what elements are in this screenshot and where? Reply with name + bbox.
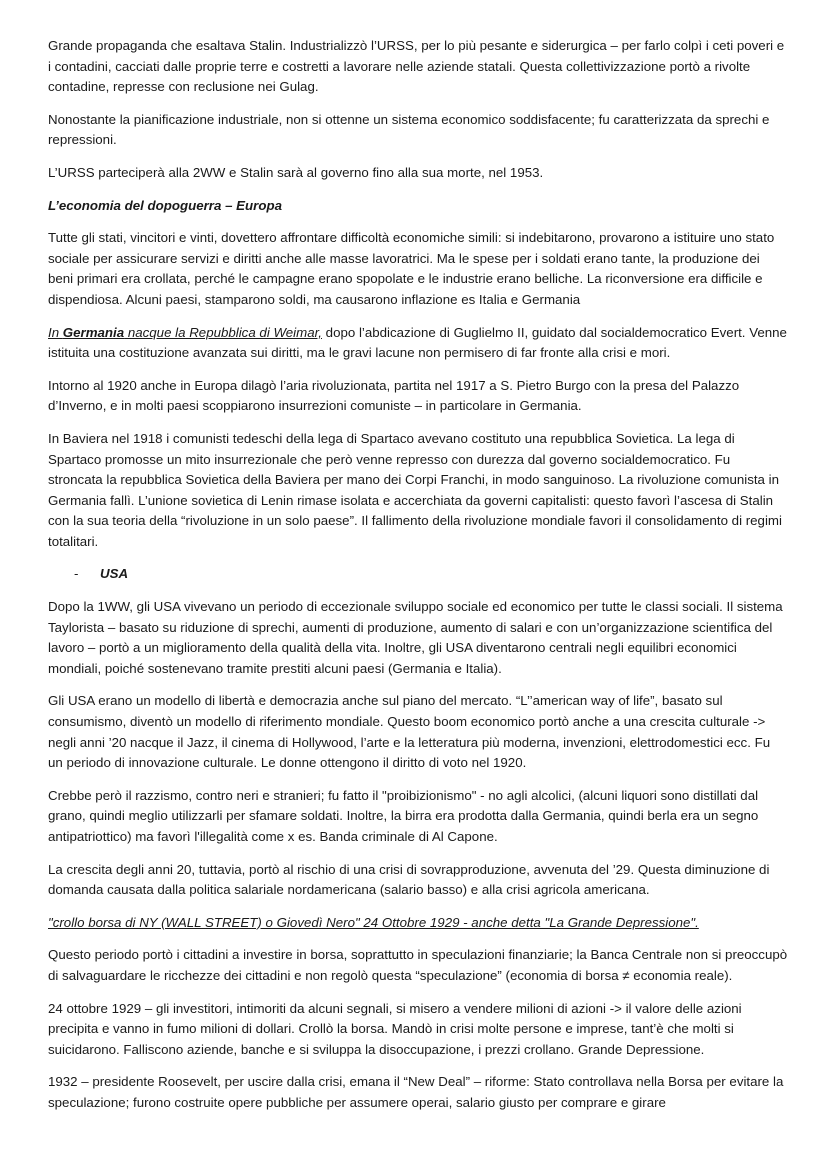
paragraph-speculazione: Questo periodo portò i cittadini a investire in borsa, soprattutto in speculazioni finanziarie; la Banca Centrale non si preoccupò di salvaguardare le ricchezze dei cittadini e non regolò questa “speculazione” (economia di borsa ≠ economia reale). xyxy=(48,947,788,983)
bullet-usa xyxy=(48,564,788,585)
section-heading-crollo-borsa: "crollo borsa di NY (WALL STREET) o Giovedì Nero" 24 Ottobre 1929 - anche detta "La Grande Depressione". xyxy=(48,914,699,930)
paragraph-proibizionismo: Crebbe però il razzismo, contro neri e stranieri; fu fatto il "proibizionismo" - no agli alcolici, (alcuni liquori sono distillati dal grano, quindi meglio utilizzarli per sfamare soldati. Inoltre, la birra era prodotta dalla Germania, quindi berla era un segno antipatriottico) ma favorì l'illegalità come x es. Banda criminale di Al Capone. xyxy=(48,787,759,844)
document-page xyxy=(48,36,788,1126)
paragraph-aria-rivoluzionata: Intorno al 1920 anche in Europa dilagò l’aria rivoluzionata, partita nel 1917 a S. Pietro Burgo con la presa del Palazzo d’Inverno, e in molti paesi scoppiarono insurrezioni comuniste – in particolare in Germania. xyxy=(48,377,740,414)
paragraph-sovrapproduzione: La crescita degli anni 20, tuttavia, portò al rischio di una crisi di sovrapproduzione, avvenuta del ’29. Questa diminuzione di domanda causata dalla politica salariale nordamericana (salario basso) e alla crisi agricola americana. xyxy=(48,861,770,898)
paragraph-weimar: In Germania nacque la Repubblica di Weimar, dopo l’abdicazione di Guglielmo II, guidato dal socialdemocratico Evert. Venne istituita una costituzione avanzata sui diritti, ma le gravi lacune non permisero di far fronte alla crisi e mori. xyxy=(48,324,787,361)
paragraph-urss-2ww: L’URSS parteciperà alla 2WW e Stalin sarà al governo fino alla sua morte, nel 1953. xyxy=(48,164,544,180)
section-heading-europa: L’economia del dopoguerra – Europa xyxy=(48,197,282,213)
paragraph-american-way: Gli USA erano un modello di libertà e democrazia anche sul piano del mercato. “L’’american way of life”, basato sul consumismo, diventò un modello di riferimento mondiale. Questo boom economico portò anche a una crescita culturale -> negli anni ’20 nacque il Jazz, il cinema di Hollywood, l’arte e la letteratura più moderna, invenzioni, elettrodomestici ecc. Fu un periodo di innovazione culturale. Le donne ottengono il diritto di voto nel 1920. xyxy=(48,693,771,771)
paragraph-baviera-spartaco: In Baviera nel 1918 i comunisti tedeschi della lega di Spartaco avevano costituto una repubblica Sovietica. La lega di Spartaco promosse un mito insurrezionale che però venne represso con durezza dal governo socialdemocratico. Fu stroncata la repubblica Sovietica della Baviera per mano dei Corpi Franchi, in modo sanguinoso. La rivoluzione comunista in Germania fallì. L’unione sovietica di Lenin rimase isolata e accerchiata da governi capitalisti: questo favorì l’ascesa di Stalin con la sua teoria della “rivoluzione in un solo paese”. Il fallimento della rivoluzione mondiale favori il consolidamento di regimi totalitari. xyxy=(48,430,782,549)
bullet-dash: - xyxy=(74,566,79,582)
bullet-usa-label: USA xyxy=(100,566,129,582)
paragraph-new-deal: 1932 – presidente Roosevelt, per uscire dalla crisi, emana il “New Deal” – riforme: Stato controllava nella Borsa per evitare la speculazione; furono costruite opere pubbliche per assumere operai, salario giusto per comprare e girare xyxy=(48,1074,784,1110)
paragraph-pianificazione: Nonostante la pianificazione industriale, non si ottenne un sistema economico soddisfacente; fu caratterizzata da sprechi e repressioni. xyxy=(48,111,770,148)
paragraph-24-ottobre: 24 ottobre 1929 – gli investitori, intimoriti da alcuni segnali, si misero a vendere milioni di azioni -> il valore delle azioni precipita e vanno in fumo milioni di dollari. Crollò la borsa. Mandò in crisi molte persone e imprese, tant’è che molti si suicidarono. Falliscono aziende, banche e si sviluppa la disoccupazione, i prezzi crollano. Grande Depressione. xyxy=(48,1000,742,1057)
germania-keyword: Germania xyxy=(62,324,125,340)
weimar-underlined-phrase: In Germania nacque la Repubblica di Weimar, xyxy=(48,324,322,340)
paragraph-stalin-propaganda: Grande propaganda che esaltava Stalin. Industrializzò l’URSS, per lo più pesante e siderurgica – per farlo colpì i ceti poveri e i contadini, cacciati dalle proprie terre e costretti a lavorare nelle aziende statali. Questa collettivizzazione portò a rivolte contadine, represse con reclusione nei Gulag. xyxy=(48,38,785,95)
paragraph-usa-sviluppo: Dopo la 1WW, gli USA vivevano un periodo di eccezionale sviluppo sociale ed economico per tutte le classi sociali. Il sistema Taylorista – basato su riduzione di sprechi, aumenti di produzione, aumento di salari e con un’organizzazione scientifica del lavoro – portò a un miglioramento della qualità della vita. Inoltre, gli USA diventarono centrali negli equilibri economici mondiali, poiché sostenevano tramite prestiti alcuni paesi (Germania e Italia). xyxy=(48,599,783,676)
paragraph-difficolta-economiche: Tutte gli stati, vincitori e vinti, dovettero affrontare difficoltà economiche simili: si indebitarono, provarono a istituire uno stato sociale per assicurare servizi e diritti anche alle masse lavoratrici. Ma le spese per i soldati erano tante, la produzione dei beni primari era crollata, perché le campagne erano spopolate e le industrie erano belliche. La riconversione era difficile e dispendiosa. Alcuni paesi, stamparono soldi, ma causarono inflazione es Italia e Germania xyxy=(48,230,775,307)
